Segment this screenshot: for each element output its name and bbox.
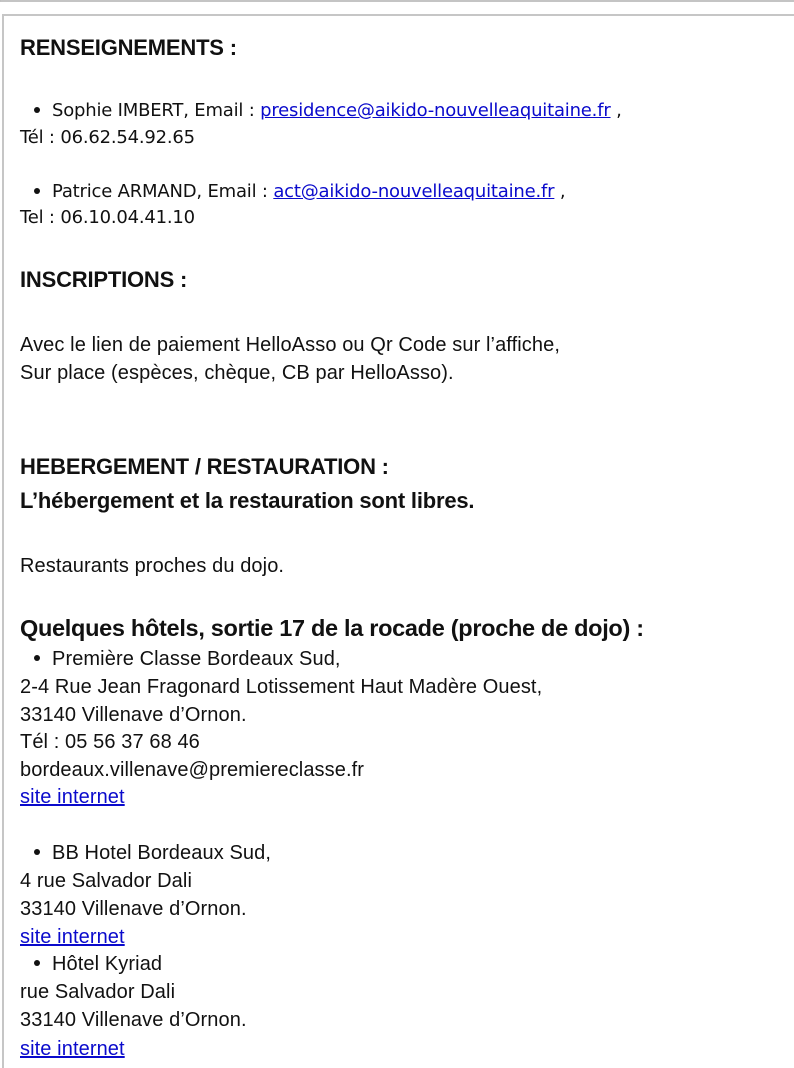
restaurants-text: Restaurants proches du dojo. [20, 555, 285, 577]
hotel-name: Hôtel Kyriad [52, 953, 163, 975]
hotel-address: 4 rue Salvador Dali [20, 870, 192, 892]
bullet-icon [18, 181, 52, 202]
hotel-item [18, 841, 271, 865]
bullet-icon [18, 648, 52, 670]
hotel-item [18, 952, 162, 976]
hotel-address: rue Salvador Dali [20, 981, 176, 1003]
hebergement-heading: HEBERGEMENT / RESTAURATION : [20, 454, 389, 479]
hotel-email: bordeaux.villenave@premiereclasse.fr [20, 759, 365, 781]
contact-name: Sophie IMBERT, Email : [52, 100, 261, 121]
hotel-name: BB Hotel Bordeaux Sud, [52, 842, 271, 864]
hotel-website [20, 785, 125, 809]
contact-phone: Tel : 06.10.04.41.10 [20, 207, 195, 228]
hotel-name: Première Classe Bordeaux Sud, [52, 648, 341, 670]
hotel-address: 2-4 Rue Jean Fragonard Lotissement Haut Madère Ouest, [20, 676, 543, 698]
hotels-heading: Quelques hôtels, sortie 17 de la rocade (proche de dojo) : [20, 615, 644, 641]
inscriptions-line: Sur place (espèces, chèque, CB par HelloAsso). [20, 362, 454, 384]
bullet-icon [18, 953, 52, 975]
hotel-website-link[interactable]: site internet [20, 926, 125, 948]
contact-email-link[interactable]: presidence@aikido-nouvelleaquitaine.fr [260, 100, 611, 121]
inscriptions-line: Avec le lien de paiement HelloAsso ou Qr Code sur l’affiche, [20, 334, 560, 356]
email-suffix: , [610, 100, 622, 121]
contact-item [18, 99, 622, 123]
hotel-address: 33140 Villenave d’Ornon. [20, 1009, 247, 1031]
contact-name: Patrice ARMAND, Email : [52, 181, 274, 202]
hotel-website-link[interactable]: site internet [20, 786, 125, 808]
email-suffix: , [554, 181, 566, 202]
contact-item [18, 180, 565, 204]
hotel-website [20, 1037, 125, 1061]
hotel-website [20, 925, 125, 949]
hotel-phone: Tél : 05 56 37 68 46 [20, 731, 200, 753]
hebergement-subheading: L’hébergement et la restauration sont libres. [20, 488, 475, 513]
contact-phone: Tél : 06.62.54.92.65 [20, 127, 195, 148]
hotel-website-link[interactable]: site internet [20, 1038, 125, 1060]
contact-email-link[interactable]: act@aikido-nouvelleaquitaine.fr [273, 181, 555, 202]
bullet-icon [18, 842, 52, 864]
renseignements-heading: RENSEIGNEMENTS : [20, 35, 237, 60]
hotel-item [18, 647, 341, 671]
hotel-address: 33140 Villenave d’Ornon. [20, 898, 247, 920]
inscriptions-heading: INSCRIPTIONS : [20, 267, 188, 292]
previous-section-box [0, 0, 794, 2]
bullet-icon [18, 100, 52, 121]
hotel-address: 33140 Villenave d’Ornon. [20, 704, 247, 726]
